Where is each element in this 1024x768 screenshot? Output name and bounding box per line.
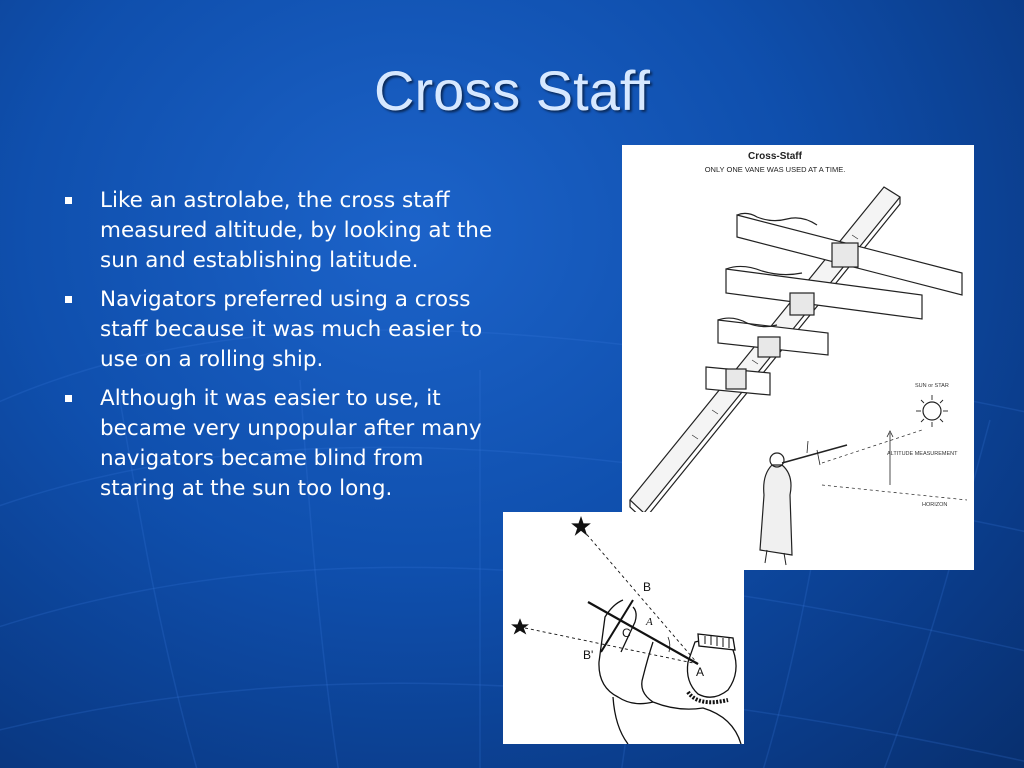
slide-title: Cross Staff	[374, 59, 650, 122]
label-b: B	[643, 580, 652, 594]
bullet-text: Like an astrolabe, the cross staff measured altitude, by looking at the sun and establishing latitude.	[100, 188, 493, 273]
sun-label: SUN or STAR	[915, 383, 949, 389]
bullet-item	[60, 285, 500, 375]
horizon-label: HORIZON	[922, 502, 948, 508]
bullet-item	[60, 384, 500, 504]
cross-staff-illustration	[622, 145, 974, 570]
label-angle-a: A	[646, 616, 653, 628]
label-a-eye: A	[696, 665, 705, 679]
illustration-title: Cross-Staff	[748, 151, 802, 162]
label-c: C	[622, 626, 631, 640]
bullet-square-icon	[65, 296, 72, 303]
label-b-prime: B'	[583, 648, 594, 662]
bullet-item	[60, 186, 500, 276]
bullet-square-icon	[65, 197, 72, 204]
illustration-subtitle: ONLY ONE VANE WAS USED AT A TIME.	[704, 165, 846, 174]
bullet-list	[60, 186, 500, 513]
bullet-text: Although it was easier to use, it became very unpopular after many navigators became blind from staring at the sun too long.	[100, 386, 482, 501]
navigator-illustration	[503, 512, 744, 744]
bullet-square-icon	[65, 395, 72, 402]
altitude-label: ALTITUDE MEASUREMENT	[887, 451, 958, 457]
bullet-text: Navigators preferred using a cross staff because it was much easier to use on a rolling ship.	[100, 287, 483, 372]
